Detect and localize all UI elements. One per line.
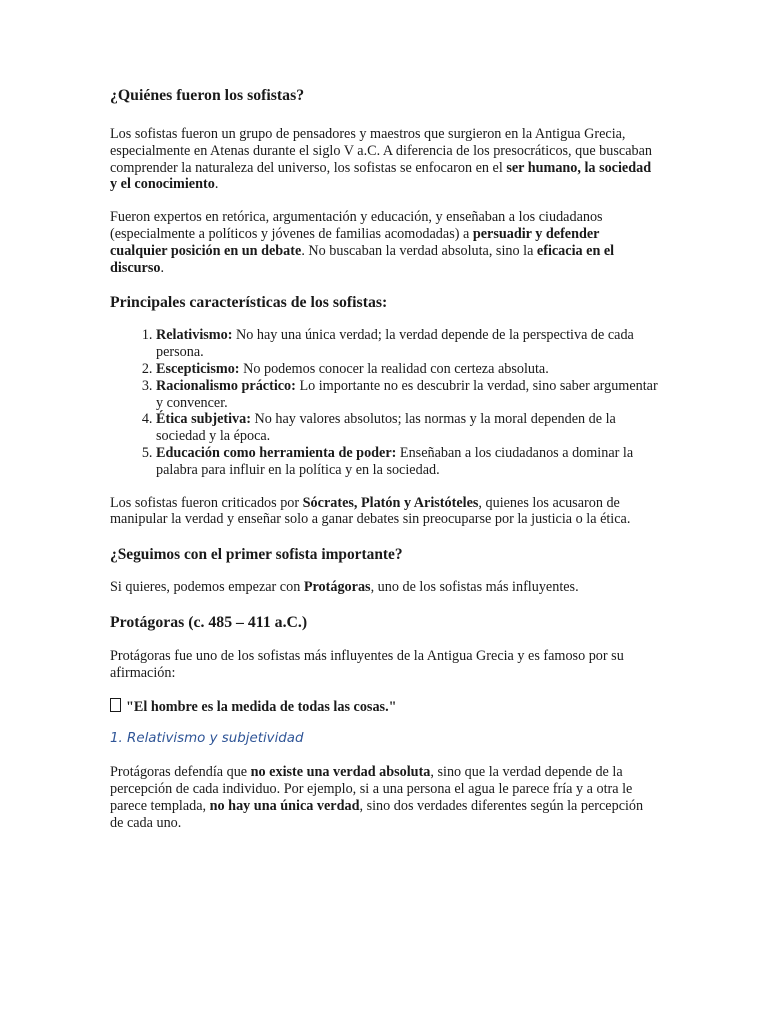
list-item-term: Educación como herramienta de poder: [156, 444, 397, 461]
list-item-description: Lo importante no es descubrir la verdad, sino saber argumentar y convencer. [156, 377, 658, 411]
paragraph-criticism [110, 495, 658, 529]
bold-phrase: persuadir y defender cualquier posición en un debate [110, 225, 600, 259]
paragraph-followup [110, 579, 658, 596]
list-item-term: Relativismo: [156, 327, 233, 344]
paragraph-text: Si quieres, podemos empezar con [110, 579, 304, 596]
characteristics-list [110, 327, 658, 478]
list-item [156, 361, 658, 378]
heading-protagoras: Protágoras (c. 485 – 411 a.C.) [110, 613, 308, 631]
list-item [156, 411, 658, 445]
list-item-description: No hay una única verdad; la verdad depende de la perspectiva de cada persona. [156, 327, 634, 361]
list-item-term: Racionalismo práctico: [156, 377, 296, 394]
paragraph-text: . [160, 259, 164, 276]
bold-phrase: ser humano, la sociedad y el conocimiento [110, 159, 652, 193]
heading-characteristics: Principales características de los sofistas: [110, 294, 388, 312]
bold-phrase: eficacia en el discurso [110, 242, 615, 276]
paragraph-text: Los sofistas fueron un grupo de pensadores y maestros que surgieron en la Antigua Grecia, especialmente en Atenas durante el siglo V a.C. A diferencia de los presocráticos, que buscaban comprender la naturaleza del universo, los sofistas se enfocaron en el [110, 126, 652, 176]
paragraph-text: , uno de los sofistas más influyentes. [370, 579, 579, 596]
bold-phrase: no hay una única verdad [209, 797, 360, 814]
list-item-description: Enseñaban a los ciudadanos a dominar la palabra para influir en la política y en la sociedad. [156, 444, 634, 478]
list-item-term: Ética subjetiva: [156, 411, 251, 428]
paragraph-relativism [110, 764, 658, 831]
bold-phrase: Sócrates, Platón y Aristóteles [302, 494, 479, 511]
paragraph-text: , sino dos verdades diferentes según la percepción de cada uno. [110, 797, 644, 831]
paragraph-text: , sino que la verdad depende de la percepción de cada individuo. Por ejemplo, si a una persona el agua le parece fría y a otra le parece templada, [110, 764, 633, 814]
heading-next-sophist: ¿Seguimos con el primer sofista importante? [110, 546, 403, 564]
list-item [156, 378, 658, 412]
quote-line [110, 698, 658, 716]
paragraph-text: . No buscaban la verdad absoluta, sino la [301, 242, 537, 259]
paragraph-protagoras-intro: Protágoras fue uno de los sofistas más influyentes de la Antigua Grecia y es famoso por su afirmación: [110, 647, 624, 681]
subheading-relativism: 1. Relativismo y subjetividad [110, 731, 304, 747]
list-item [156, 327, 658, 361]
document-body [110, 86, 658, 832]
paragraph-text: , quienes los acusaron de manipular la verdad y enseñar solo a ganar debates sin preocuparse por la justicia o la ética. [110, 494, 631, 528]
paragraph-text: Fueron expertos en retórica, argumentación y educación, y enseñaban a los ciudadanos (especialmente a políticos y jóvenes de familias acomodadas) a [110, 209, 603, 242]
famous-quote: "El hombre es la medida de todas las cosas." [126, 698, 397, 715]
list-item-term: Escepticismo: [156, 360, 240, 377]
paragraph-rhetoric [110, 209, 658, 276]
bold-phrase: no existe una verdad absoluta [250, 764, 431, 781]
paragraph-text: Los sofistas fueron criticados por [110, 494, 303, 511]
paragraph-intro [110, 126, 658, 193]
paragraph-text: Protágoras defendía que [110, 764, 251, 781]
list-item [156, 445, 658, 479]
heading-who-were-sophists: ¿Quiénes fueron los sofistas? [110, 87, 305, 104]
paragraph-text: . [214, 176, 219, 193]
bold-phrase: Protágoras [303, 579, 371, 596]
list-item-description: No hay valores absolutos; las normas y la moral dependen de la sociedad y la época. [156, 411, 616, 445]
list-item-description: No podemos conocer la realidad con certeza absoluta. [239, 360, 549, 377]
missing-glyph-box-icon [110, 698, 121, 712]
